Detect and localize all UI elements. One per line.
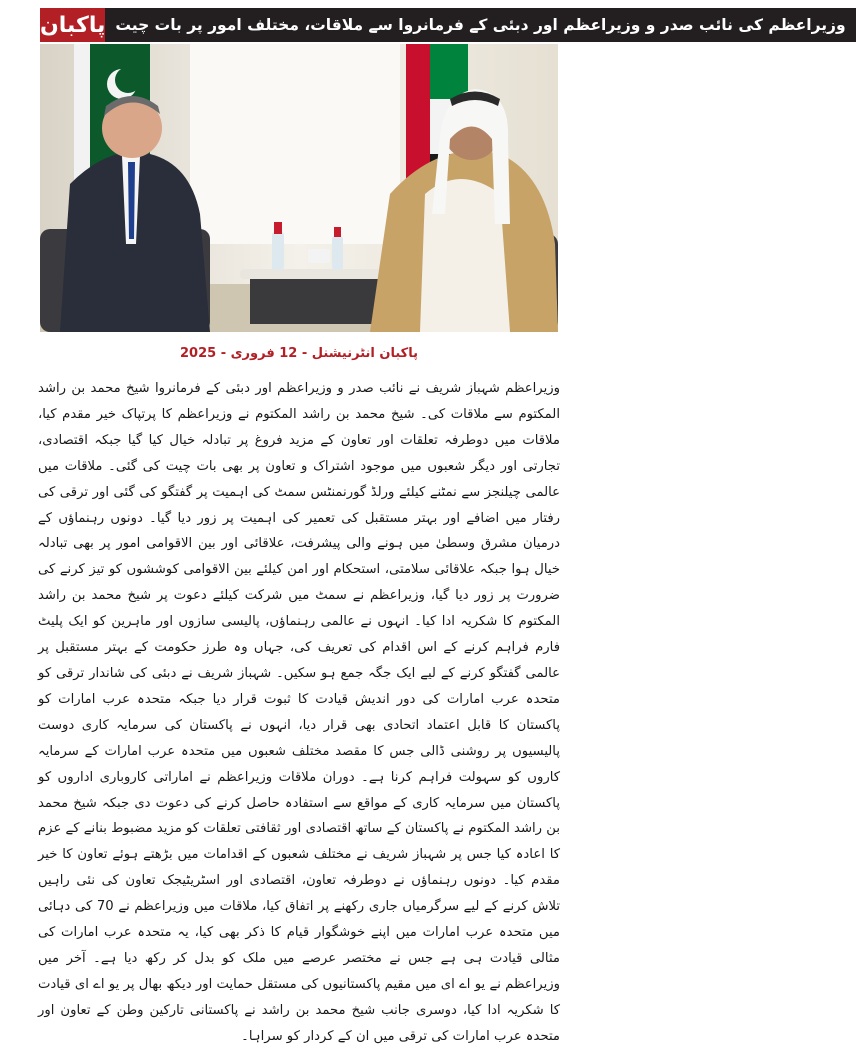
article-body: وزیراعظم شہباز شریف نے نائب صدر و وزیراعظم اور دبئی کے فرمانروا شیخ محمد بن راشد المکتوم سے ملاقات کی۔ شیخ محمد بن راشد المکتوم نے وزیراعظم کا پرتپاک خیر مقدم کیا، ملاقات میں دوطرفہ تعلقات اور تعاون کے مزید فروغ پر تبادلہ خیال کیا گیا جبکہ اقتصادی، تجارتی اور دیگر شعبوں میں موجود اشتراک و تعاون پر بھی بات چیت کی گئی۔ ملاقات میں عالمی چیلنجز سے نمٹنے کیلئے ورلڈ گورنمنٹس سمٹ کی اہمیت پر گفتگو کی گئی اور ترقی کی رفتار میں اضافے اور بہتر مستقبل کی تعمیر کی اہمیت پر زور دیا گیا۔ دونوں رہنماؤں کے درمیان مشرق وسطیٰ میں ہونے والی پیشرفت، علاقائی اور بین الاقوامی امور پر بھی تبادلہ خیال ہوا جبکہ علاقائی سلامتی، استحکام اور امن کیلئے بین الاقوامی کوششوں کو تیز کرنے کی ضرورت پر زور دیا گیا، وزیراعظم نے سمٹ میں شرکت کیلئے دعوت پر شیخ محمد بن راشد المکتوم کا شکریہ ادا کیا۔ انہوں نے عالمی رہنماؤں، پالیسی سازوں اور ماہرین کو ایک پلیٹ فارم فراہم کرنے کے اس اقدام کی تعریف کی، جہاں وہ طرز حکومت کے بہتر مستقبل پر عالمی گفتگو کرنے کے لیے ایک جگہ جمع ہو سکیں۔ شہباز شریف نے دبئی کی شاندار ترقی کو متحدہ عرب امارات کی دور اندیش قیادت کا ثبوت قرار دیا جبکہ متحدہ عرب امارات کو پاکستان کا قابل اعتماد اتحادی بھی قرار دیا، انہوں نے پاکستان کی سرمایہ کاری دوست پالیسیوں پر روشنی ڈالی جس کا مقصد مختلف شعبوں میں متحدہ عرب امارات کے سرمایہ کاروں کو سہولت فراہم کرنا ہے۔ دوران ملاقات وزیراعظم نے اماراتی کاروباری اداروں کو پاکستان میں سرمایہ کاری کے مواقع سے استفادہ حاصل کرنے کی دعوت دی جبکہ شیخ محمد بن راشد المکتوم نے پاکستان کے ساتھ اقتصادی اور ثقافتی تعلقات کو مزید مضبوط بنانے کے عزم کا اعادہ کیا جس پر شہباز شریف نے مختلف شعبوں کے اقدامات میں بڑھتے ہوئے تعاون کا خیر مقدم کیا۔ دونوں رہنماؤں نے دوطرفہ تعاون، اقتصادی اور اسٹریٹیجک تعاون کی نئی راہیں تلاش کرنے کے لیے سرگرمیاں جاری رکھنے پر اتفاق کیا، ملاقات میں وزیراعظم نے 70 کی دہائی میں متحدہ عرب امارات میں اپنے خوشگوار قیام کا ذکر بھی کیا، یہ متحدہ عرب امارات کی مثالی قیادت ہی ہے جس نے مختصر عرصے میں ملک کو بدل کر رکھ دیا ہے۔ آخر میں وزیراعظم نے یو اے ای میں مقیم پاکستانیوں کی مستقل حمایت اور دیکھ بھال پر یو اے ای قیادت کا شکریہ ادا کیا، دوسری جانب شیخ محمد بن راشد نے پاکستانی تارکین وطن کے تعاون اور متحدہ عرب امارات کی ترقی میں ان کے کردار کو سراہا۔	[38, 381, 560, 1044]
headline: وزیراعظم کی نائب صدر و وزیراعظم اور دبئی کے فرمانروا سے ملاقات، مختلف امور پر بات چیت	[105, 8, 855, 42]
meeting-photo	[40, 44, 558, 332]
dateline: پاکبان انٹرنیشنل - 12 فروری - 2025	[180, 346, 418, 361]
headline-banner	[40, 8, 846, 42]
section-badge: پاکبان	[40, 8, 105, 42]
